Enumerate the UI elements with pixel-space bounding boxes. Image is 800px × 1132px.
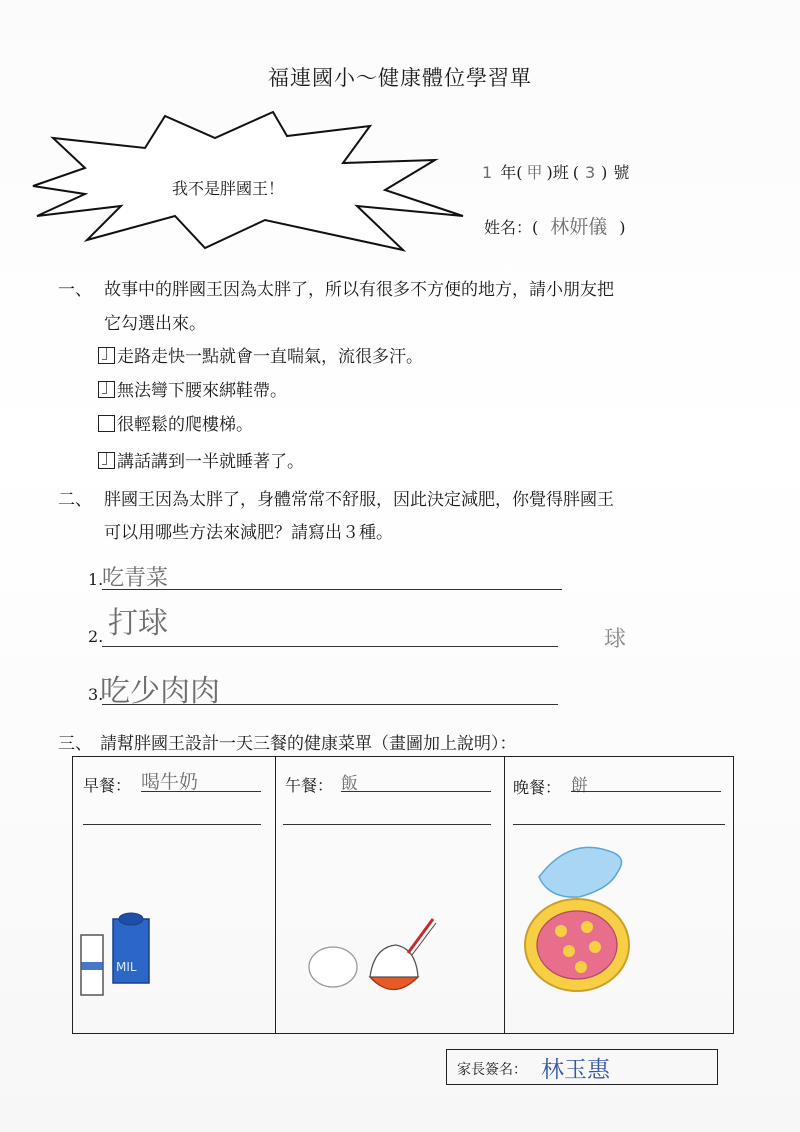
answer-2-label: 2. [88,627,104,646]
breakfast-label: 早餐： [83,776,132,795]
dinner-line-1 [571,791,721,792]
margin-note: 球 [604,627,627,652]
dinner-label: 晚餐： [513,778,562,797]
answer-1-text: 吃青菜 [102,566,169,591]
q1-option-2-text: 無法彎下腰來綁鞋帶。 [117,381,287,401]
grade-value: 1 [482,163,493,182]
meal-divider-2 [504,757,505,1033]
signature-label: 家長簽名： [457,1062,527,1078]
answer-2-text: 打球 [108,606,168,641]
answer-3-line [102,704,558,705]
lunch-label: 午餐： [285,776,334,795]
breakfast-answer: 喝牛奶 [141,771,199,793]
q1-number: 一、 [58,280,92,300]
q1-option-1-text: 走路走快一點就會一直喘氣，流很多汗。 [117,347,423,367]
checkbox-4[interactable] [98,452,115,469]
class-label: 班 [552,163,569,182]
name-close: ) [619,218,626,237]
parent-signature: 林玉惠 [541,1057,610,1083]
dinner-line-2 [513,824,725,825]
answer-1-line [102,589,562,590]
bowl-drawing [370,977,418,990]
checkbox-2[interactable] [98,381,115,398]
q1-option-4-text: 講話講到一半就睡著了。 [117,452,304,472]
q3-prompt: 請幫胖國王設計一天三餐的健康菜單（畫圖加上說明）： [100,734,517,754]
grade-label: 年 [500,163,517,182]
q2-number: 二、 [58,490,92,510]
q3-number: 三、 [58,734,92,754]
answer-3-label: 3. [88,685,104,704]
q1-option-4[interactable] [98,452,304,472]
lunch-answer: 飯 [341,774,358,794]
q2-line1: 胖國王因為太胖了，身體常常不舒服，因此決定減肥，你覺得胖國王 [104,490,614,510]
breakfast-line-1 [141,791,261,792]
meal-grid [72,756,734,1034]
q1-line1: 故事中的胖國王因為太胖了，所以有很多不方便的地方，請小朋友把 [104,280,614,300]
class-value: 甲 [526,163,543,182]
lunch-line-1 [341,791,491,792]
class-open: ( [516,163,523,182]
worksheet-title: 福連國小～健康體位學習單 [268,66,532,90]
name-label: 姓名：( [484,218,539,237]
number-value: 3 [584,163,596,182]
dinner-drawing [509,827,734,1027]
lunch-drawing [278,907,503,1007]
steam-drawing [539,847,622,897]
q1-option-1[interactable] [98,347,423,367]
q1-option-3-text: 很輕鬆的爬樓梯。 [117,415,253,435]
breakfast-line-2 [83,824,261,825]
checkbox-3[interactable] [98,415,115,432]
checkbox-1[interactable] [98,347,115,364]
breakfast-drawing [73,907,273,997]
answer-2-line [102,646,558,647]
number-close: ) [601,163,608,182]
plate-drawing [309,947,357,987]
number-label: 號 [613,163,630,182]
student-name: 林妍儀 [550,216,608,238]
meal-divider-1 [275,757,276,1033]
class-close: ) [546,163,553,182]
signature-box [446,1049,718,1085]
q1-line2: 它勾選出來。 [104,314,206,334]
lunch-line-2 [283,824,491,825]
name-row [484,212,626,239]
q1-option-2[interactable] [98,381,287,401]
q1-option-3[interactable] [98,415,253,435]
class-info [482,160,629,183]
number-open: ( [572,163,579,182]
burst-text: 我不是胖國王！ [172,179,285,198]
milk-label: MIL [116,960,137,974]
dinner-answer: 餅 [571,776,588,796]
answer-1-label: 1. [88,570,104,589]
answer-3-text: 吃少肉肉 [100,674,220,709]
q2-line2: 可以用哪些方法來減肥？請寫出３種。 [104,523,393,543]
